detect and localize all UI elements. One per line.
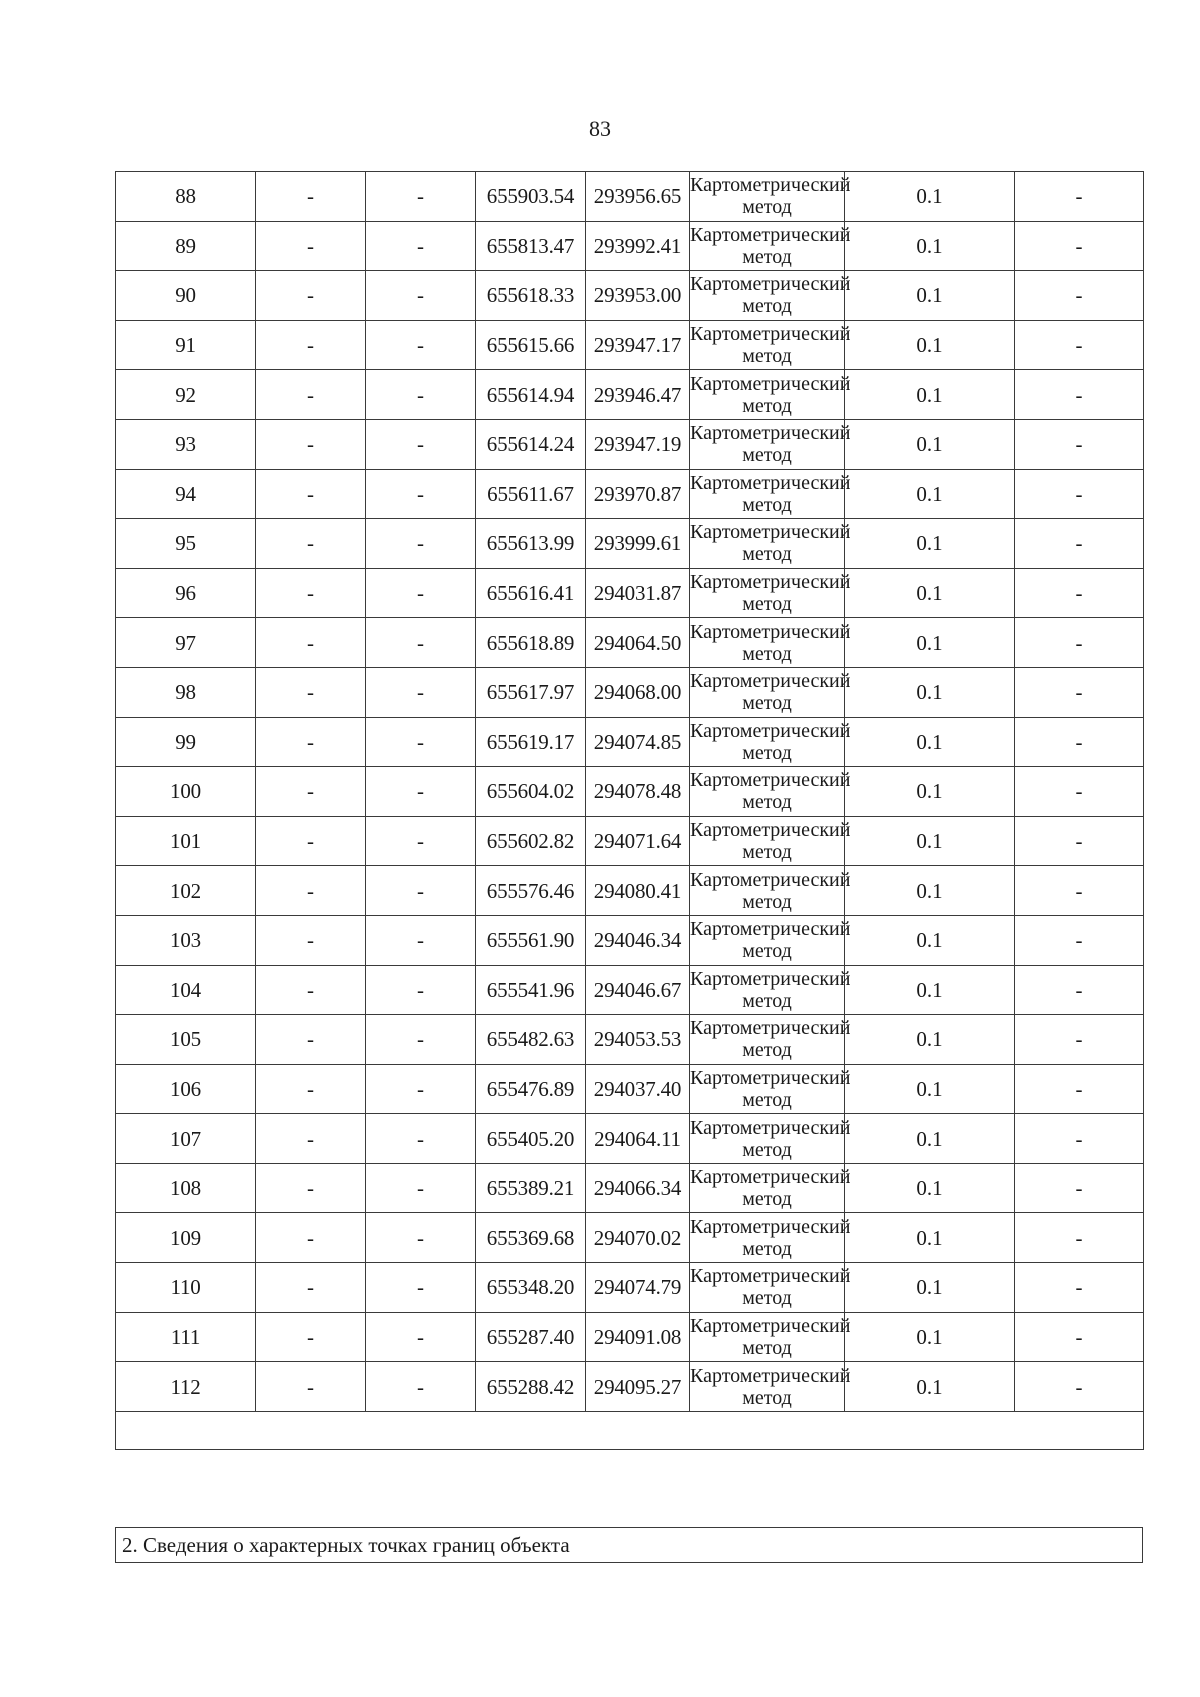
dash-cell: -: [256, 1064, 366, 1114]
point-number-cell: 91: [116, 320, 256, 370]
dash-cell: -: [256, 568, 366, 618]
page-number: 83: [589, 116, 611, 141]
dash-cell: -: [366, 717, 476, 767]
method-cell: Картометрический метод: [690, 667, 845, 717]
point-number-cell: 112: [116, 1362, 256, 1412]
accuracy-cell: 0.1: [845, 271, 1015, 321]
y-coordinate-cell: 293947.19: [586, 419, 690, 469]
method-cell: Картометрический метод: [690, 1064, 845, 1114]
y-coordinate-cell: 294068.00: [586, 667, 690, 717]
table-row: [116, 1213, 1144, 1263]
dash-cell: -: [1015, 866, 1144, 916]
method-cell: Картометрический метод: [690, 1213, 845, 1263]
dash-cell: -: [366, 965, 476, 1015]
point-number-cell: 97: [116, 618, 256, 668]
accuracy-cell: 0.1: [845, 816, 1015, 866]
table-row: [116, 1163, 1144, 1213]
section-heading: 2. Сведения о характерных точках границ объекта: [115, 1527, 1143, 1563]
dash-cell: -: [366, 1312, 476, 1362]
y-coordinate-cell: 294078.48: [586, 767, 690, 817]
method-cell: Картометрический метод: [690, 1015, 845, 1065]
table-row: [116, 172, 1144, 222]
point-number-cell: 109: [116, 1213, 256, 1263]
dash-cell: -: [256, 767, 366, 817]
table-row: [116, 519, 1144, 569]
dash-cell: -: [366, 618, 476, 668]
y-coordinate-cell: 294046.67: [586, 965, 690, 1015]
accuracy-cell: 0.1: [845, 221, 1015, 271]
empty-cell: [116, 1411, 1144, 1449]
x-coordinate-cell: 655614.24: [476, 419, 586, 469]
dash-cell: -: [366, 1064, 476, 1114]
method-cell: Картометрический метод: [690, 915, 845, 965]
accuracy-cell: 0.1: [845, 1015, 1015, 1065]
dash-cell: -: [366, 1213, 476, 1263]
dash-cell: -: [256, 419, 366, 469]
point-number-cell: 88: [116, 172, 256, 222]
table-row: [116, 717, 1144, 767]
accuracy-cell: 0.1: [845, 1114, 1015, 1164]
dash-cell: -: [366, 767, 476, 817]
dash-cell: -: [1015, 271, 1144, 321]
x-coordinate-cell: 655561.90: [476, 915, 586, 965]
method-cell: Картометрический метод: [690, 767, 845, 817]
point-number-cell: 108: [116, 1163, 256, 1213]
dash-cell: -: [256, 717, 366, 767]
point-number-cell: 110: [116, 1263, 256, 1313]
accuracy-cell: 0.1: [845, 965, 1015, 1015]
x-coordinate-cell: 655903.54: [476, 172, 586, 222]
dash-cell: -: [256, 469, 366, 519]
x-coordinate-cell: 655405.20: [476, 1114, 586, 1164]
table-row: [116, 370, 1144, 420]
table-row: [116, 866, 1144, 916]
dash-cell: -: [1015, 1213, 1144, 1263]
dash-cell: -: [256, 1362, 366, 1412]
method-cell: Картометрический метод: [690, 965, 845, 1015]
point-number-cell: 94: [116, 469, 256, 519]
dash-cell: -: [1015, 915, 1144, 965]
method-cell: Картометрический метод: [690, 370, 845, 420]
table-row: [116, 469, 1144, 519]
dash-cell: -: [256, 667, 366, 717]
dash-cell: -: [256, 370, 366, 420]
dash-cell: -: [256, 618, 366, 668]
dash-cell: -: [366, 816, 476, 866]
point-number-cell: 103: [116, 915, 256, 965]
point-number-cell: 98: [116, 667, 256, 717]
dash-cell: -: [366, 320, 476, 370]
dash-cell: -: [366, 1263, 476, 1313]
accuracy-cell: 0.1: [845, 1213, 1015, 1263]
accuracy-cell: 0.1: [845, 519, 1015, 569]
dash-cell: -: [366, 1163, 476, 1213]
x-coordinate-cell: 655576.46: [476, 866, 586, 916]
method-cell: Картометрический метод: [690, 469, 845, 519]
y-coordinate-cell: 294053.53: [586, 1015, 690, 1065]
y-coordinate-cell: 293946.47: [586, 370, 690, 420]
point-number-cell: 106: [116, 1064, 256, 1114]
dash-cell: -: [1015, 1114, 1144, 1164]
y-coordinate-cell: 294095.27: [586, 1362, 690, 1412]
method-cell: Картометрический метод: [690, 221, 845, 271]
y-coordinate-cell: 294064.11: [586, 1114, 690, 1164]
dash-cell: -: [1015, 519, 1144, 569]
table-row: [116, 271, 1144, 321]
y-coordinate-cell: 294064.50: [586, 618, 690, 668]
accuracy-cell: 0.1: [845, 568, 1015, 618]
method-cell: Картометрический метод: [690, 1163, 845, 1213]
x-coordinate-cell: 655476.89: [476, 1064, 586, 1114]
table-row: [116, 568, 1144, 618]
dash-cell: -: [1015, 767, 1144, 817]
table-row: [116, 221, 1144, 271]
accuracy-cell: 0.1: [845, 1064, 1015, 1114]
dash-cell: -: [1015, 172, 1144, 222]
dash-cell: -: [256, 519, 366, 569]
dash-cell: -: [366, 221, 476, 271]
dash-cell: -: [1015, 717, 1144, 767]
table-row: [116, 320, 1144, 370]
method-cell: Картометрический метод: [690, 816, 845, 866]
table-row: [116, 816, 1144, 866]
empty-table-row: [116, 1411, 1144, 1449]
x-coordinate-cell: 655288.42: [476, 1362, 586, 1412]
accuracy-cell: 0.1: [845, 1263, 1015, 1313]
x-coordinate-cell: 655482.63: [476, 1015, 586, 1065]
table-row: [116, 1362, 1144, 1412]
dash-cell: -: [1015, 965, 1144, 1015]
method-cell: Картометрический метод: [690, 1114, 845, 1164]
point-number-cell: 99: [116, 717, 256, 767]
dash-cell: -: [366, 1015, 476, 1065]
x-coordinate-cell: 655619.17: [476, 717, 586, 767]
method-cell: Картометрический метод: [690, 568, 845, 618]
point-number-cell: 93: [116, 419, 256, 469]
dash-cell: -: [366, 370, 476, 420]
dash-cell: -: [1015, 320, 1144, 370]
point-number-cell: 92: [116, 370, 256, 420]
accuracy-cell: 0.1: [845, 667, 1015, 717]
coordinates-table-body: [116, 172, 1144, 1450]
point-number-cell: 105: [116, 1015, 256, 1065]
method-cell: Картометрический метод: [690, 866, 845, 916]
y-coordinate-cell: 294074.79: [586, 1263, 690, 1313]
y-coordinate-cell: 293999.61: [586, 519, 690, 569]
dash-cell: -: [256, 1163, 366, 1213]
dash-cell: -: [256, 172, 366, 222]
x-coordinate-cell: 655541.96: [476, 965, 586, 1015]
accuracy-cell: 0.1: [845, 618, 1015, 668]
x-coordinate-cell: 655348.20: [476, 1263, 586, 1313]
x-coordinate-cell: 655813.47: [476, 221, 586, 271]
dash-cell: -: [1015, 618, 1144, 668]
table-row: [116, 767, 1144, 817]
x-coordinate-cell: 655604.02: [476, 767, 586, 817]
method-cell: Картометрический метод: [690, 618, 845, 668]
dash-cell: -: [1015, 1163, 1144, 1213]
y-coordinate-cell: 294091.08: [586, 1312, 690, 1362]
y-coordinate-cell: 293947.17: [586, 320, 690, 370]
accuracy-cell: 0.1: [845, 172, 1015, 222]
dash-cell: -: [256, 965, 366, 1015]
method-cell: Картометрический метод: [690, 271, 845, 321]
dash-cell: -: [256, 1114, 366, 1164]
y-coordinate-cell: 293992.41: [586, 221, 690, 271]
y-coordinate-cell: 293953.00: [586, 271, 690, 321]
dash-cell: -: [366, 1114, 476, 1164]
table-row: [116, 618, 1144, 668]
dash-cell: -: [256, 1263, 366, 1313]
table-row: [116, 1263, 1144, 1313]
table-row: [116, 1312, 1144, 1362]
table-row: [116, 419, 1144, 469]
point-number-cell: 90: [116, 271, 256, 321]
dash-cell: -: [256, 320, 366, 370]
coordinates-table: [115, 171, 1144, 1450]
accuracy-cell: 0.1: [845, 370, 1015, 420]
y-coordinate-cell: 294066.34: [586, 1163, 690, 1213]
dash-cell: -: [256, 1015, 366, 1065]
y-coordinate-cell: 294070.02: [586, 1213, 690, 1263]
y-coordinate-cell: 294046.34: [586, 915, 690, 965]
x-coordinate-cell: 655602.82: [476, 816, 586, 866]
method-cell: Картометрический метод: [690, 419, 845, 469]
accuracy-cell: 0.1: [845, 1163, 1015, 1213]
dash-cell: -: [256, 866, 366, 916]
y-coordinate-cell: 294037.40: [586, 1064, 690, 1114]
x-coordinate-cell: 655618.33: [476, 271, 586, 321]
table-row: [116, 667, 1144, 717]
dash-cell: -: [1015, 469, 1144, 519]
y-coordinate-cell: 293956.65: [586, 172, 690, 222]
accuracy-cell: 0.1: [845, 419, 1015, 469]
x-coordinate-cell: 655614.94: [476, 370, 586, 420]
table-row: [116, 915, 1144, 965]
accuracy-cell: 0.1: [845, 767, 1015, 817]
x-coordinate-cell: 655616.41: [476, 568, 586, 618]
method-cell: Картометрический метод: [690, 1362, 845, 1412]
dash-cell: -: [1015, 1263, 1144, 1313]
point-number-cell: 96: [116, 568, 256, 618]
dash-cell: -: [256, 816, 366, 866]
y-coordinate-cell: 294071.64: [586, 816, 690, 866]
y-coordinate-cell: 294080.41: [586, 866, 690, 916]
point-number-cell: 101: [116, 816, 256, 866]
accuracy-cell: 0.1: [845, 1312, 1015, 1362]
dash-cell: -: [256, 915, 366, 965]
dash-cell: -: [1015, 419, 1144, 469]
method-cell: Картометрический метод: [690, 172, 845, 222]
point-number-cell: 95: [116, 519, 256, 569]
point-number-cell: 111: [116, 1312, 256, 1362]
method-cell: Картометрический метод: [690, 1263, 845, 1313]
dash-cell: -: [256, 1213, 366, 1263]
method-cell: Картометрический метод: [690, 717, 845, 767]
accuracy-cell: 0.1: [845, 1362, 1015, 1412]
accuracy-cell: 0.1: [845, 320, 1015, 370]
y-coordinate-cell: 293970.87: [586, 469, 690, 519]
dash-cell: -: [256, 271, 366, 321]
point-number-cell: 100: [116, 767, 256, 817]
table-row: [116, 1015, 1144, 1065]
method-cell: Картометрический метод: [690, 320, 845, 370]
dash-cell: -: [256, 1312, 366, 1362]
y-coordinate-cell: 294074.85: [586, 717, 690, 767]
x-coordinate-cell: 655389.21: [476, 1163, 586, 1213]
accuracy-cell: 0.1: [845, 469, 1015, 519]
dash-cell: -: [1015, 568, 1144, 618]
method-cell: Картометрический метод: [690, 1312, 845, 1362]
point-number-cell: 89: [116, 221, 256, 271]
accuracy-cell: 0.1: [845, 915, 1015, 965]
point-number-cell: 104: [116, 965, 256, 1015]
dash-cell: -: [366, 469, 476, 519]
accuracy-cell: 0.1: [845, 717, 1015, 767]
point-number-cell: 102: [116, 866, 256, 916]
dash-cell: -: [1015, 370, 1144, 420]
dash-cell: -: [366, 519, 476, 569]
dash-cell: -: [1015, 667, 1144, 717]
method-cell: Картометрический метод: [690, 519, 845, 569]
x-coordinate-cell: 655611.67: [476, 469, 586, 519]
dash-cell: -: [1015, 1362, 1144, 1412]
dash-cell: -: [366, 915, 476, 965]
table-row: [116, 965, 1144, 1015]
table-row: [116, 1114, 1144, 1164]
dash-cell: -: [1015, 221, 1144, 271]
x-coordinate-cell: 655287.40: [476, 1312, 586, 1362]
x-coordinate-cell: 655369.68: [476, 1213, 586, 1263]
dash-cell: -: [1015, 1015, 1144, 1065]
dash-cell: -: [366, 568, 476, 618]
y-coordinate-cell: 294031.87: [586, 568, 690, 618]
x-coordinate-cell: 655617.97: [476, 667, 586, 717]
dash-cell: -: [366, 1362, 476, 1412]
dash-cell: -: [366, 172, 476, 222]
dash-cell: -: [366, 419, 476, 469]
dash-cell: -: [366, 667, 476, 717]
x-coordinate-cell: 655618.89: [476, 618, 586, 668]
table-row: [116, 1064, 1144, 1114]
dash-cell: -: [1015, 1312, 1144, 1362]
dash-cell: -: [366, 271, 476, 321]
accuracy-cell: 0.1: [845, 866, 1015, 916]
x-coordinate-cell: 655615.66: [476, 320, 586, 370]
x-coordinate-cell: 655613.99: [476, 519, 586, 569]
point-number-cell: 107: [116, 1114, 256, 1164]
dash-cell: -: [256, 221, 366, 271]
dash-cell: -: [366, 866, 476, 916]
dash-cell: -: [1015, 1064, 1144, 1114]
dash-cell: -: [1015, 816, 1144, 866]
